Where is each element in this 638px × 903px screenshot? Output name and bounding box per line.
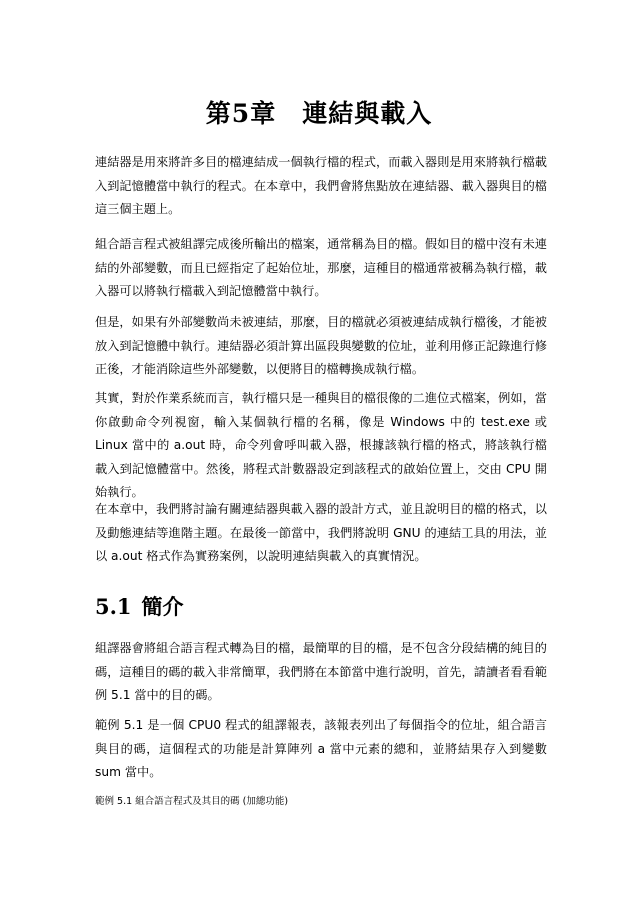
chapter-title: 第5章 連結與載入: [205, 99, 433, 128]
chapter-overview-paragraph: 在本章中，我們將討論有關連結器與載入器的設計方式，並且說明目的檔的格式，以及動態連結等進階主題。在最後一節當中，我們將說明 GNU 的連結工具的用法，並以 a.out 格式作為實務案例，以說明連結與載入的真實情況。: [95, 502, 547, 563]
object-file-paragraph: 組合語言程式被組譯完成後所輸出的檔案，通常稱為目的檔。假如目的檔中沒有未連結的外部變數，而且已經指定了起始位址，那麼，這種目的檔通常被稱為執行檔，載入器可以將執行檔載入到記憶體當中執行。: [95, 237, 547, 298]
section-number: 5.1: [95, 594, 132, 619]
section-intro-paragraph: 組譯器會將組合語言程式轉為目的檔，最簡單的目的檔，是不包含分段結構的純目的碼，這種目的碼的載入非常簡單，我們將在本節當中進行說明，首先，請讀者看看範例 5.1 當中的目的碼。: [95, 641, 547, 702]
external-variables-paragraph: 但是，如果有外部變數尚未被連結，那麼，目的檔就必須被連結成執行檔後，才能被放入到記憶體中執行。連結器必須計算出區段與變數的位址，並利用修正記錄進行修正後，才能消除這些外部變數，以便將目的檔轉換成執行檔。: [95, 315, 547, 376]
section-heading: [95, 592, 184, 622]
example-caption: 範例 5.1 組合語言程式及其目的碼 (加總功能): [95, 796, 289, 807]
example-description-paragraph: 範例 5.1 是一個 CPU0 程式的組譯報表，該報表列出了每個指令的位址，組合語言與目的碼，這個程式的功能是計算陣列 a 當中元素的總和，並將結果存入到變數 sum 當中。: [95, 718, 547, 779]
intro-paragraph: 連結器是用來將許多目的檔連結成一個執行檔的程式，而載入器則是用來將執行檔載入到記憶體當中執行的程式。在本章中，我們會將焦點放在連結器、載入器與目的檔這三個主題上。: [95, 155, 547, 216]
section-title-text: 簡介: [141, 594, 184, 619]
os-executable-paragraph: 其實，對於作業系統而言，執行檔只是一種與目的檔很像的二進位式檔案，例如，當你啟動命令列視窗，輸入某個執行檔的名稱，像是 Windows 中的 test.exe 或 Linux 當中的 a.out 時，命令列會呼叫載入器，根據該執行檔的格式，將該執行檔載入到記憶體當中。然後，將程式計數器設定到該程式的啟始位置上，交由 CPU 開始執行。: [95, 391, 547, 499]
